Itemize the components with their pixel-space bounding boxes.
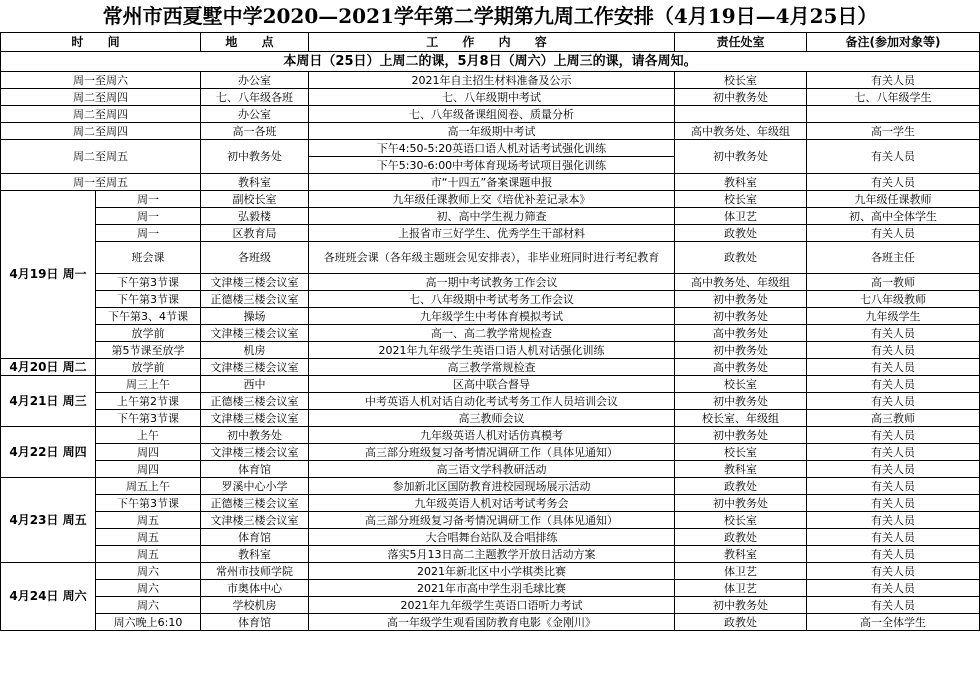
location-cell: 市奥体中心: [201, 580, 309, 597]
content-cell: 七、八年级备课组阅卷、质量分析: [309, 106, 675, 123]
table-row: [1, 106, 980, 123]
time-cell: 周五上午: [96, 478, 201, 495]
table-row: [1, 325, 980, 342]
dept-cell: 校长室: [675, 444, 807, 461]
remarks-cell: 有关人员: [807, 174, 980, 191]
location-cell: 初中教务处: [201, 427, 309, 444]
table-row: [1, 546, 980, 563]
dept-cell: 校长室、年级组: [675, 410, 807, 427]
dept-cell: 初中教务处: [675, 427, 807, 444]
location-cell: 文津楼三楼会议室: [201, 274, 309, 291]
table-row: [1, 174, 980, 191]
location-cell: 办公室: [201, 72, 309, 89]
remarks-cell: 有关人员: [807, 376, 980, 393]
time-cell: 周一至周五: [1, 174, 201, 191]
notice-text: 本周日（25日）上周二的课，5月8日（周六）上周三的课，请各周知。: [1, 52, 980, 72]
table-row: [1, 597, 980, 614]
time-cell: 周二至周五: [1, 140, 201, 174]
remarks-cell: 有关人员: [807, 325, 980, 342]
remarks-cell: 各班主任: [807, 242, 980, 274]
time-cell: 放学前: [96, 359, 201, 376]
time-cell: 下午第3节课: [96, 410, 201, 427]
content-cell: 中考英语人机对话自动化考试考务工作人员培训会议: [309, 393, 675, 410]
remarks-cell: 有关人员: [807, 580, 980, 597]
content-cell: 市“十四五”备案课题申报: [309, 174, 675, 191]
dept-cell: 高中教务处、年级组: [675, 123, 807, 140]
dept-cell: 校长室: [675, 512, 807, 529]
dept-cell: 政教处: [675, 225, 807, 242]
dept-cell: 初中教务处: [675, 597, 807, 614]
table-row: [1, 393, 980, 410]
time-cell: 下午第3、4节课: [96, 308, 201, 325]
content-cell: 区高中联合督导: [309, 376, 675, 393]
time-cell: 第5节课至放学: [96, 342, 201, 359]
remarks-cell: 有关人员: [807, 495, 980, 512]
table-row: [1, 274, 980, 291]
dept-cell: 校长室: [675, 376, 807, 393]
location-cell: 文津楼三楼会议室: [201, 444, 309, 461]
remarks-cell: 有关人员: [807, 444, 980, 461]
remarks-cell: 有关人员: [807, 563, 980, 580]
content-cell: 下午4:50-5:20英语口语人机对话考试强化训练: [309, 140, 675, 157]
dept-cell: 校长室: [675, 191, 807, 208]
table-row: [1, 495, 980, 512]
location-cell: 体育馆: [201, 614, 309, 631]
table-row: [1, 308, 980, 325]
remarks-cell: 有关人员: [807, 512, 980, 529]
remarks-cell: 有关人员: [807, 140, 980, 174]
content-cell: 七、八年级期中考试: [309, 89, 675, 106]
date-group-cell: 4月22日 周四: [1, 427, 96, 478]
dept-cell: 初中教务处: [675, 393, 807, 410]
remarks-cell: 高一教师: [807, 274, 980, 291]
location-cell: 弘毅楼: [201, 208, 309, 225]
dept-cell: [675, 106, 807, 123]
header-time: 时 间: [1, 33, 201, 52]
location-cell: 文津楼三楼会议室: [201, 410, 309, 427]
content-cell: 高一年级期中考试: [309, 123, 675, 140]
dept-cell: 教科室: [675, 174, 807, 191]
content-cell: 2021年自主招生材料准备及公示: [309, 72, 675, 89]
location-cell: 正德楼三楼会议室: [201, 393, 309, 410]
time-cell: 周二至周四: [1, 123, 201, 140]
content-cell: 高三教师会议: [309, 410, 675, 427]
content-cell: 2021年九年级学生英语口语听力考试: [309, 597, 675, 614]
remarks-cell: 有关人员: [807, 72, 980, 89]
remarks-cell: 七八年级教师: [807, 291, 980, 308]
remarks-cell: 高三教师: [807, 410, 980, 427]
content-cell: 上报省市三好学生、优秀学生干部材料: [309, 225, 675, 242]
dept-cell: 初中教务处: [675, 140, 807, 174]
location-cell: 文津楼三楼会议室: [201, 359, 309, 376]
content-cell: 下午5:30-6:00中考体育现场考试项目强化训练: [309, 157, 675, 174]
table-row: [1, 72, 980, 89]
remarks-cell: 九年级任课教师: [807, 191, 980, 208]
content-cell: 初、高中学生视力筛查: [309, 208, 675, 225]
date-group-cell: 4月23日 周五: [1, 478, 96, 563]
location-cell: 教科室: [201, 546, 309, 563]
remarks-cell: 七、八年级学生: [807, 89, 980, 106]
remarks-cell: 有关人员: [807, 478, 980, 495]
location-cell: 正德楼三楼会议室: [201, 495, 309, 512]
dept-cell: 高中教务处、年级组: [675, 274, 807, 291]
table-row: [1, 461, 980, 478]
table-row: [1, 444, 980, 461]
remarks-cell: 有关人员: [807, 461, 980, 478]
remarks-cell: 有关人员: [807, 342, 980, 359]
time-cell: 周五: [96, 546, 201, 563]
location-cell: 副校长室: [201, 191, 309, 208]
content-cell: 高三部分班级复习备考情况调研工作（具体见通知）: [309, 512, 675, 529]
time-cell: 周六: [96, 580, 201, 597]
table-row: [1, 376, 980, 393]
table-row: [1, 140, 980, 157]
remarks-cell: 高一学生: [807, 123, 980, 140]
table-row: [1, 580, 980, 597]
date-group-cell: 4月20日 周二: [1, 359, 96, 376]
header-row: [1, 33, 980, 52]
location-cell: 各班级: [201, 242, 309, 274]
dept-cell: 高中教务处: [675, 359, 807, 376]
dept-cell: 初中教务处: [675, 342, 807, 359]
remarks-cell: [807, 106, 980, 123]
remarks-cell: 初、高中全体学生: [807, 208, 980, 225]
content-cell: 2021年市高中学生羽毛球比赛: [309, 580, 675, 597]
location-cell: 教科室: [201, 174, 309, 191]
content-cell: 落实5月13日高二主题教学开放日活动方案: [309, 546, 675, 563]
time-cell: 班会课: [96, 242, 201, 274]
location-cell: 常州市技师学院: [201, 563, 309, 580]
dept-cell: 政教处: [675, 478, 807, 495]
time-cell: 放学前: [96, 325, 201, 342]
dept-cell: 初中教务处: [675, 291, 807, 308]
time-cell: 周二至周四: [1, 106, 201, 123]
time-cell: 下午第3节课: [96, 274, 201, 291]
schedule-body: [1, 33, 980, 631]
location-cell: 学校机房: [201, 597, 309, 614]
content-cell: 各班班会课（各年级主题班会见安排表），非毕业班同时进行考纪教育: [309, 242, 675, 274]
dept-cell: 政教处: [675, 529, 807, 546]
dept-cell: 初中教务处: [675, 495, 807, 512]
content-cell: 高三部分班级复习备考情况调研工作（具体见通知）: [309, 444, 675, 461]
location-cell: 区教育局: [201, 225, 309, 242]
location-cell: 机房: [201, 342, 309, 359]
remarks-cell: 高一全体学生: [807, 614, 980, 631]
time-cell: 周五: [96, 512, 201, 529]
content-cell: 九年级英语人机对话考试考务会: [309, 495, 675, 512]
dept-cell: 初中教务处: [675, 89, 807, 106]
content-cell: 高一、高二教学常规检查: [309, 325, 675, 342]
location-cell: 体育馆: [201, 461, 309, 478]
dept-cell: 体卫艺: [675, 580, 807, 597]
table-row: [1, 563, 980, 580]
table-row: [1, 89, 980, 106]
table-row: [1, 512, 980, 529]
location-cell: 初中教务处: [201, 140, 309, 174]
time-cell: 周四: [96, 444, 201, 461]
time-cell: 周一: [96, 191, 201, 208]
table-row: [1, 427, 980, 444]
schedule-table: [0, 32, 980, 631]
time-cell: 周三上午: [96, 376, 201, 393]
date-group-cell: 4月24日 周六: [1, 563, 96, 631]
table-row: [1, 208, 980, 225]
remarks-cell: 九年级学生: [807, 308, 980, 325]
dept-cell: 高中教务处: [675, 325, 807, 342]
remarks-cell: 有关人员: [807, 225, 980, 242]
location-cell: 文津楼三楼会议室: [201, 512, 309, 529]
location-cell: 体育馆: [201, 529, 309, 546]
content-cell: 高三教学常规检查: [309, 359, 675, 376]
dept-cell: 初中教务处: [675, 308, 807, 325]
dept-cell: 教科室: [675, 546, 807, 563]
location-cell: 操场: [201, 308, 309, 325]
time-cell: 周二至周四: [1, 89, 201, 106]
remarks-cell: 有关人员: [807, 427, 980, 444]
table-row: [1, 614, 980, 631]
time-cell: 上午: [96, 427, 201, 444]
table-row: [1, 342, 980, 359]
time-cell: 周五: [96, 529, 201, 546]
table-row: [1, 478, 980, 495]
header-dept: 责任处室: [675, 33, 807, 52]
dept-cell: 体卫艺: [675, 563, 807, 580]
time-cell: 周四: [96, 461, 201, 478]
table-row: [1, 359, 980, 376]
content-cell: 2021年九年级学生英语口语人机对话强化训练: [309, 342, 675, 359]
dept-cell: 校长室: [675, 72, 807, 89]
content-cell: 七、八年级期中考试考务工作会议: [309, 291, 675, 308]
location-cell: 高一各班: [201, 123, 309, 140]
time-cell: 周六晚上6:10: [96, 614, 201, 631]
location-cell: 办公室: [201, 106, 309, 123]
content-cell: 九年级学生中考体育模拟考试: [309, 308, 675, 325]
table-row: [1, 291, 980, 308]
time-cell: 上午第2节课: [96, 393, 201, 410]
remarks-cell: 有关人员: [807, 597, 980, 614]
time-cell: 周六: [96, 597, 201, 614]
time-cell: 周六: [96, 563, 201, 580]
dept-cell: 体卫艺: [675, 208, 807, 225]
time-cell: 周一至周六: [1, 72, 201, 89]
content-cell: 2021年新北区中小学棋类比赛: [309, 563, 675, 580]
content-cell: 九年级英语人机对话仿真模考: [309, 427, 675, 444]
notice-row: [1, 52, 980, 72]
table-row: [1, 191, 980, 208]
content-cell: 高三语文学科教研活动: [309, 461, 675, 478]
remarks-cell: 有关人员: [807, 529, 980, 546]
table-row: [1, 529, 980, 546]
header-location: 地 点: [201, 33, 309, 52]
table-row: [1, 410, 980, 427]
content-cell: 大合唱舞台站队及合唱排练: [309, 529, 675, 546]
table-row: [1, 242, 980, 274]
content-cell: 高一期中考试教务工作会议: [309, 274, 675, 291]
time-cell: 周一: [96, 208, 201, 225]
page-title: 常州市西夏墅中学2020—2021学年第二学期第九周工作安排（4月19日—4月25日）: [102, 4, 878, 28]
time-cell: 周一: [96, 225, 201, 242]
dept-cell: 政教处: [675, 242, 807, 274]
location-cell: 西中: [201, 376, 309, 393]
header-content: 工 作 内 容: [309, 33, 675, 52]
remarks-cell: 有关人员: [807, 546, 980, 563]
content-cell: 高一年级学生观看国防教育电影《金刚川》: [309, 614, 675, 631]
table-row: [1, 225, 980, 242]
location-cell: 罗溪中心小学: [201, 478, 309, 495]
date-group-cell: 4月21日 周三: [1, 376, 96, 427]
dept-cell: 政教处: [675, 614, 807, 631]
date-group-cell: 4月19日 周一: [1, 191, 96, 359]
time-cell: 下午第3节课: [96, 495, 201, 512]
content-cell: 九年级任课教师上交《培优补差记录本》: [309, 191, 675, 208]
content-cell: 参加新北区国防教育进校园现场展示活动: [309, 478, 675, 495]
location-cell: 文津楼三楼会议室: [201, 325, 309, 342]
time-cell: 下午第3节课: [96, 291, 201, 308]
header-remarks: 备注(参加对象等): [807, 33, 980, 52]
location-cell: 七、八年级各班: [201, 89, 309, 106]
remarks-cell: 有关人员: [807, 393, 980, 410]
remarks-cell: 有关人员: [807, 359, 980, 376]
dept-cell: 教科室: [675, 461, 807, 478]
location-cell: 正德楼三楼会议室: [201, 291, 309, 308]
table-row: [1, 123, 980, 140]
